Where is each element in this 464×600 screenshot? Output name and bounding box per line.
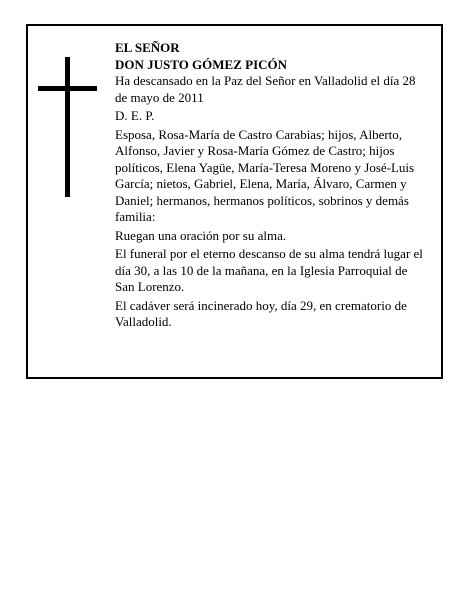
title-line-1: EL SEÑOR (115, 40, 180, 55)
title-line-2: DON JUSTO GÓMEZ PICÓN (115, 56, 288, 72)
notice-text (115, 40, 425, 333)
cross-icon-horizontal-bar (38, 86, 97, 91)
paragraph-death-announcement: Ha descansado en la Paz del Señor en Valladolid el día 28 de mayo de 2011 (115, 73, 416, 105)
obituary-notice (26, 24, 443, 379)
paragraph-cremation: El cadáver será incinerado hoy, día 29, en crematorio de Valladolid. (115, 297, 407, 329)
paragraph-funeral: El funeral por el eterno descanso de su alma tendrá lugar el día 30, a las 10 de la mañana, en la Iglesia Parroquial de San Lorenzo. (115, 246, 423, 294)
paragraph-prayer: Ruegan una oración por su alma. (115, 227, 287, 243)
paragraph-rip: D. E. P. (115, 108, 155, 123)
paragraph-family: Esposa, Rosa-María de Castro Carabias; hijos, Alberto, Alfonso, Javier y Rosa-María Gómez de Castro; hijos políticos, Elena Yagüe, María-Teresa Moreno y José-Luis García; nietos, Gabriel, Elena, María, Álvaro, Carmen y Daniel; hermanos, hermanos políticos, sobrinos y demás familia: (115, 126, 415, 224)
cross-icon-vertical-bar (65, 57, 70, 197)
